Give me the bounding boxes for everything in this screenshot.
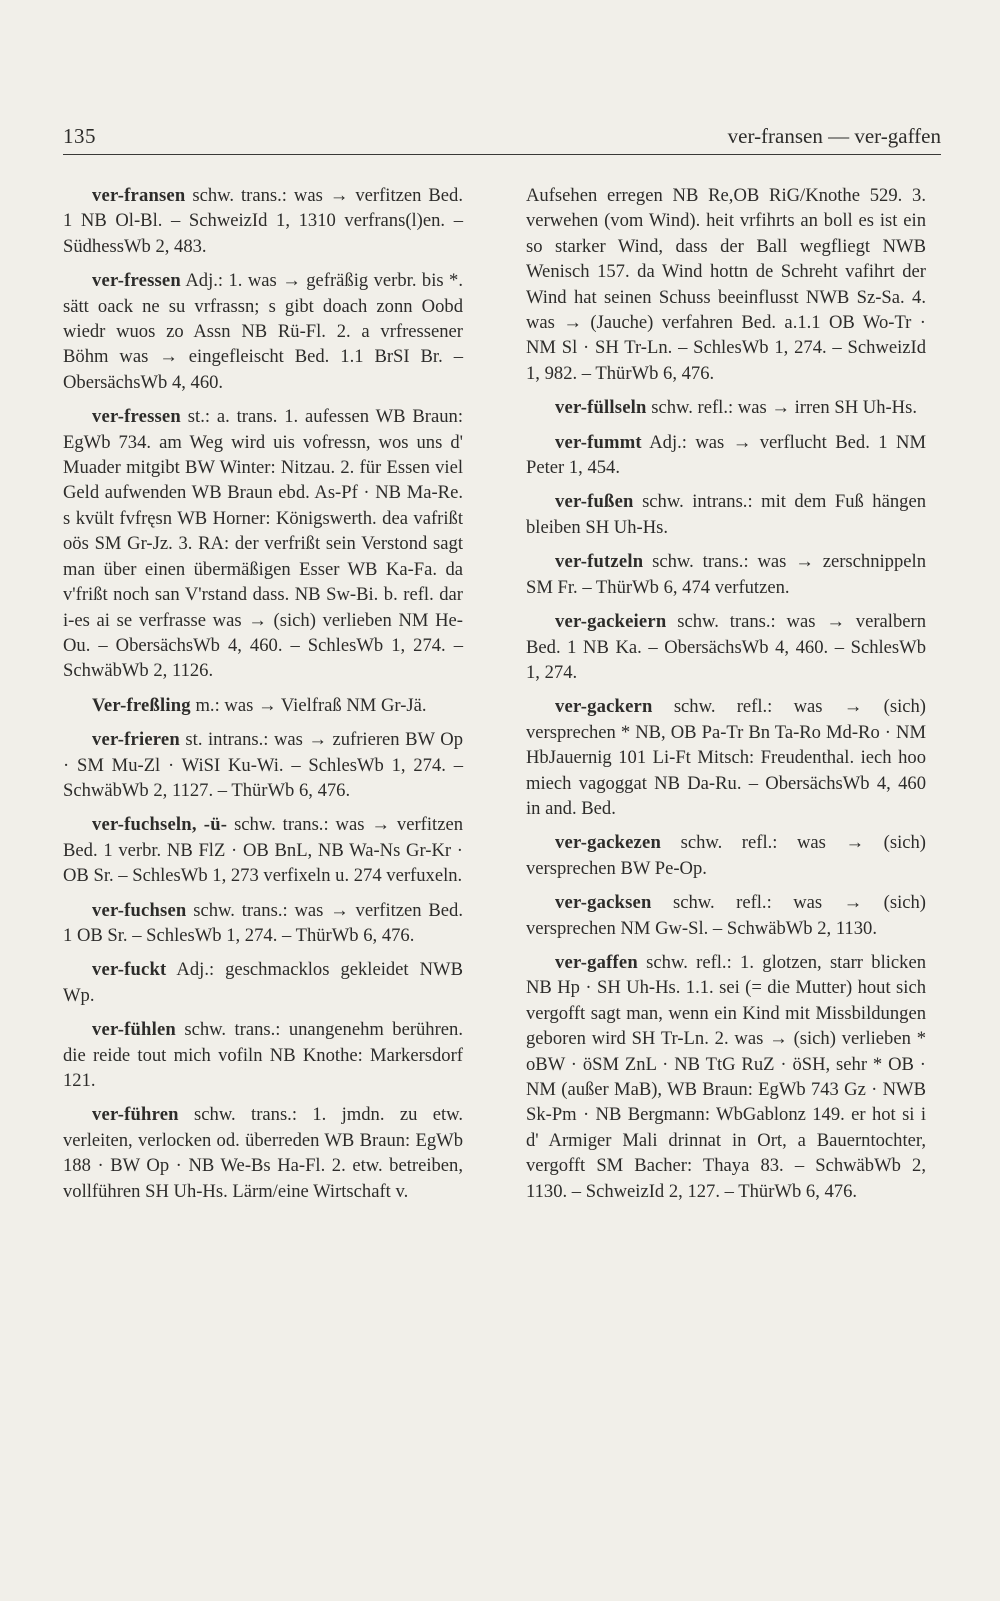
dictionary-entry: [63, 404, 463, 683]
entry-body: Adj.: 1. was → gefräßig verbr. bis *. sätt oack ne su vrfrassn; s gibt doach zonn Oobd wiedr wuos zo Assn NB Rü-Fl. 2. a vrfressener Böhm was → eingefleischt Bed. 1.1 BrSI Br. – ObersächsWb 4, 460.: [63, 270, 463, 393]
entry-lemma: Ver-freßling: [92, 694, 191, 716]
entry-body: Adj.: was → verflucht Bed. 1 NM Peter 1, 454.: [526, 431, 926, 479]
dictionary-entry: [526, 950, 926, 1204]
dictionary-entry: [526, 183, 926, 386]
entry-lemma: ver-führen: [92, 1104, 179, 1126]
entry-body: m.: was → Vielfraß NM Gr-Jä.: [190, 694, 427, 716]
dictionary-entry: [63, 898, 463, 949]
dictionary-entry: [63, 1017, 463, 1093]
page-number: 135: [63, 124, 96, 148]
entry-body: schw. trans.: was → verfitzen Bed. 1 NB Ol-Bl. – SchweizId 1, 1310 verfrans(l)en. – SüdhessWb 2, 483.: [63, 185, 463, 257]
dictionary-entry: [63, 183, 463, 259]
running-head: ver-fransen — ver-gaffen: [727, 124, 941, 148]
dictionary-entry: [526, 395, 926, 420]
entry-lemma: ver-fummt: [555, 431, 642, 453]
dictionary-entry: [63, 268, 463, 395]
entry-lemma: ver-fußen: [555, 491, 634, 513]
entry-body: schw. refl.: was → (sich) versprechen BW Pe-Op.: [526, 832, 926, 879]
entry-lemma: ver-fuckt: [92, 959, 167, 981]
entry-lemma: ver-fransen: [92, 185, 186, 206]
entry-lemma: ver-fuchseln, -ü-: [92, 814, 228, 836]
dictionary-entry: [63, 693, 463, 718]
entry-body: Adj.: geschmacklos gekleidet NWB Wp.: [63, 959, 463, 1006]
entry-lemma: ver-fuchsen: [92, 899, 187, 921]
page-header: [63, 124, 941, 155]
dictionary-entry: [526, 609, 926, 685]
entry-body: schw. trans.: was → veralbern Bed. 1 NB Ka. – ObersächsWb 4, 460. – SchlesWb 1, 274.: [526, 611, 926, 683]
dictionary-entry: [526, 830, 926, 881]
entry-body: Aufsehen erregen NB Re,OB RiG/Knothe 529. 3. verwehen (vom Wind). heit vrfihrts an boll es ist ein so starker Wind, dass der Ball wegfliegt NWB Wenisch 157. da Wind hottn de Schreht vafihrt der Wind hat seinen Schuss beeinflusst NWB Sz-Sa. 4. was → (Jauche) verfahren Bed. a.1.1 OB Wo-Tr · NM Sl · SH Tr-Ln. – SchlesWb 1, 274. – SchweizId 1, 982. – ThürWb 6, 476.: [526, 185, 926, 384]
entry-lemma: ver-gaffen: [555, 951, 638, 973]
entry-lemma: ver-fühlen: [92, 1019, 176, 1041]
dictionary-entry: [526, 549, 926, 600]
entry-body: st.: a. trans. 1. aufessen WB Braun: EgWb 734. am Weg wird uis vofressn, wos uns d' Muader mitgibt BW Winter: Nitzau. 2. für Essen viel Geld aufwenden WB Braun ebd. As-Pf · NB Ma-Re. s kvült fvfręsn WB Horner: Königswerth. dea vafrißt oös SM Gr-Jz. 3. RA: der verfrißt sein Verstond sagt man über einen übermäßigen Esser WB Ka-Fa. da v'frißt noch san V'rstand dass. NB Sw-Bi. b. refl. dar i-es ai se verfrasse was → (sich) verlieben NM He-Ou. – ObersächsWb 4, 460. – SchlesWb 1, 274. – SchwäbWb 2, 1126.: [63, 406, 463, 682]
dictionary-entry: [526, 489, 926, 540]
dictionary-entry: [63, 1102, 463, 1204]
right-column: [526, 183, 926, 1213]
entry-body: schw. trans.: was → verfitzen Bed. 1 verbr. NB FlZ · OB BnL, NB Wa-Ns Gr-Kr · OB Sr. – SchlesWb 1, 273 verfixeln u. 274 verfuxeln.: [63, 814, 463, 887]
entry-body: schw. intrans.: mit dem Fuß hängen bleiben SH Uh-Hs.: [526, 491, 926, 538]
entry-lemma: ver-frieren: [92, 729, 180, 751]
entry-body: schw. trans.: unangenehm berühren. die reide tout mich vofiln NB Knothe: Markersdorf 121.: [63, 1019, 463, 1091]
entry-lemma: ver-fressen: [92, 270, 181, 292]
dictionary-entry: [63, 812, 463, 888]
entry-body: schw. trans.: was → zerschnippeln SM Fr. – ThürWb 6, 474 verfutzen.: [526, 551, 926, 598]
entry-body: st. intrans.: was → zufrieren BW Op · SM Mu-Zl · WiSI Ku-Wi. – SchlesWb 1, 274. – SchwäbWb 2, 1127. – ThürWb 6, 476.: [63, 729, 463, 801]
entry-body: schw. trans.: was → verfitzen Bed. 1 OB Sr. – SchlesWb 1, 274. – ThürWb 6, 476.: [63, 899, 463, 946]
entry-lemma: ver-gackezen: [555, 832, 661, 854]
entry-body: schw. trans.: 1. jmdn. zu etw. verleiten, verlocken od. überreden WB Braun: EgWb 188 · BW Op · NB We-Bs Ha-Fl. 2. etw. betreiben, vollführen SH Uh-Hs. Lärm/eine Wirtschaft v.: [63, 1104, 463, 1202]
entry-lemma: ver-fressen: [92, 406, 181, 428]
dictionary-entry: [63, 727, 463, 803]
entry-body: schw. refl.: 1. glotzen, starr blicken NB Hp · SH Uh-Hs. 1.1. sei (= die Mutter) hout sich vergofft sagt man, wenn ein Kind mit Missbildungen geboren wird SH Tr-Ln. 2. was → (sich) verlieben * oBW · öSM ZnL · NB TtG RuZ · öSH, sehr * OB · NM (außer MaB), WB Braun: EgWb 743 Gz · NWB Sk-Pm · NB Bergmann: WbGablonz 149. er hot si i d' Armiger Mali drinnat in Ort, a Bauerntochter, vergofft SM Bacher: Thaya 83. – SchwäbWb 2, 1130. – SchweizId 2, 127. – ThürWb 6, 476.: [526, 951, 926, 1202]
dictionary-entry: [526, 694, 926, 821]
entry-lemma: ver-gackeiern: [555, 611, 667, 633]
entry-lemma: ver-gacksen: [555, 892, 652, 914]
left-column: [63, 183, 463, 1213]
dictionary-entry: [63, 957, 463, 1008]
entry-lemma: ver-gackern: [555, 696, 653, 718]
dictionary-entry: [526, 430, 926, 481]
entry-body: schw. refl.: was → irren SH Uh-Hs.: [646, 397, 917, 419]
dictionary-entry: [526, 890, 926, 941]
entry-lemma: ver-futzeln: [555, 551, 644, 573]
entry-body: schw. refl.: was → (sich) versprechen * NB, OB Pa-Tr Bn Ta-Ro Md-Ro · NM HbJauernig 101 Li-Ft Mitsch: Freudenthal. iech hoo miech vagoggat NB Da-Ru. – ObersächsWb 4, 460 in and. Bed.: [526, 696, 926, 819]
entry-body: schw. refl.: was → (sich) versprechen NM Gw-Sl. – SchwäbWb 2, 1130.: [526, 892, 926, 939]
entry-lemma: ver-füllseln: [555, 397, 647, 419]
